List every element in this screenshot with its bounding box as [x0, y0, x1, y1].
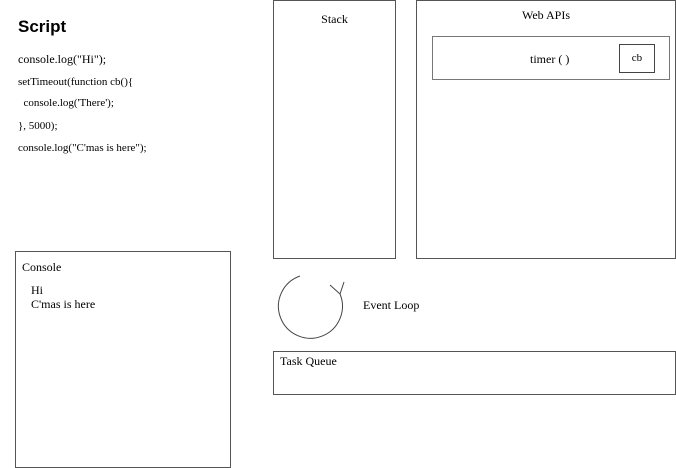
code-line: console.log("Hi"); — [18, 52, 107, 66]
web-apis-box — [416, 0, 676, 259]
event-loop-icon — [272, 268, 352, 340]
callback-label: cb — [631, 52, 643, 64]
event-loop-arc — [278, 276, 342, 338]
console-label: Console — [22, 260, 62, 274]
task-queue-label: Task Queue — [280, 354, 337, 368]
script-title: Script — [18, 17, 67, 36]
console-output-line: Hi — [31, 283, 43, 297]
code-line: }, 5000); — [18, 120, 58, 132]
timer-label: timer ( ) — [530, 52, 570, 66]
stack-label: Stack — [321, 12, 348, 26]
web-apis-label: Web APIs — [521, 8, 571, 22]
call-stack-box — [273, 0, 396, 259]
console-output-line: C'mas is here — [31, 297, 96, 311]
event-loop-arrowhead — [330, 282, 344, 294]
task-queue-box — [273, 351, 676, 395]
callback-box — [619, 44, 655, 73]
event-loop-label: Event Loop — [363, 298, 420, 312]
code-line: console.log("C'mas is here"); — [18, 142, 147, 154]
code-line: setTimeout(function cb(){ — [18, 76, 134, 88]
code-line: console.log('There'); — [18, 97, 114, 109]
timer-box — [432, 36, 670, 80]
console-box — [15, 251, 231, 468]
